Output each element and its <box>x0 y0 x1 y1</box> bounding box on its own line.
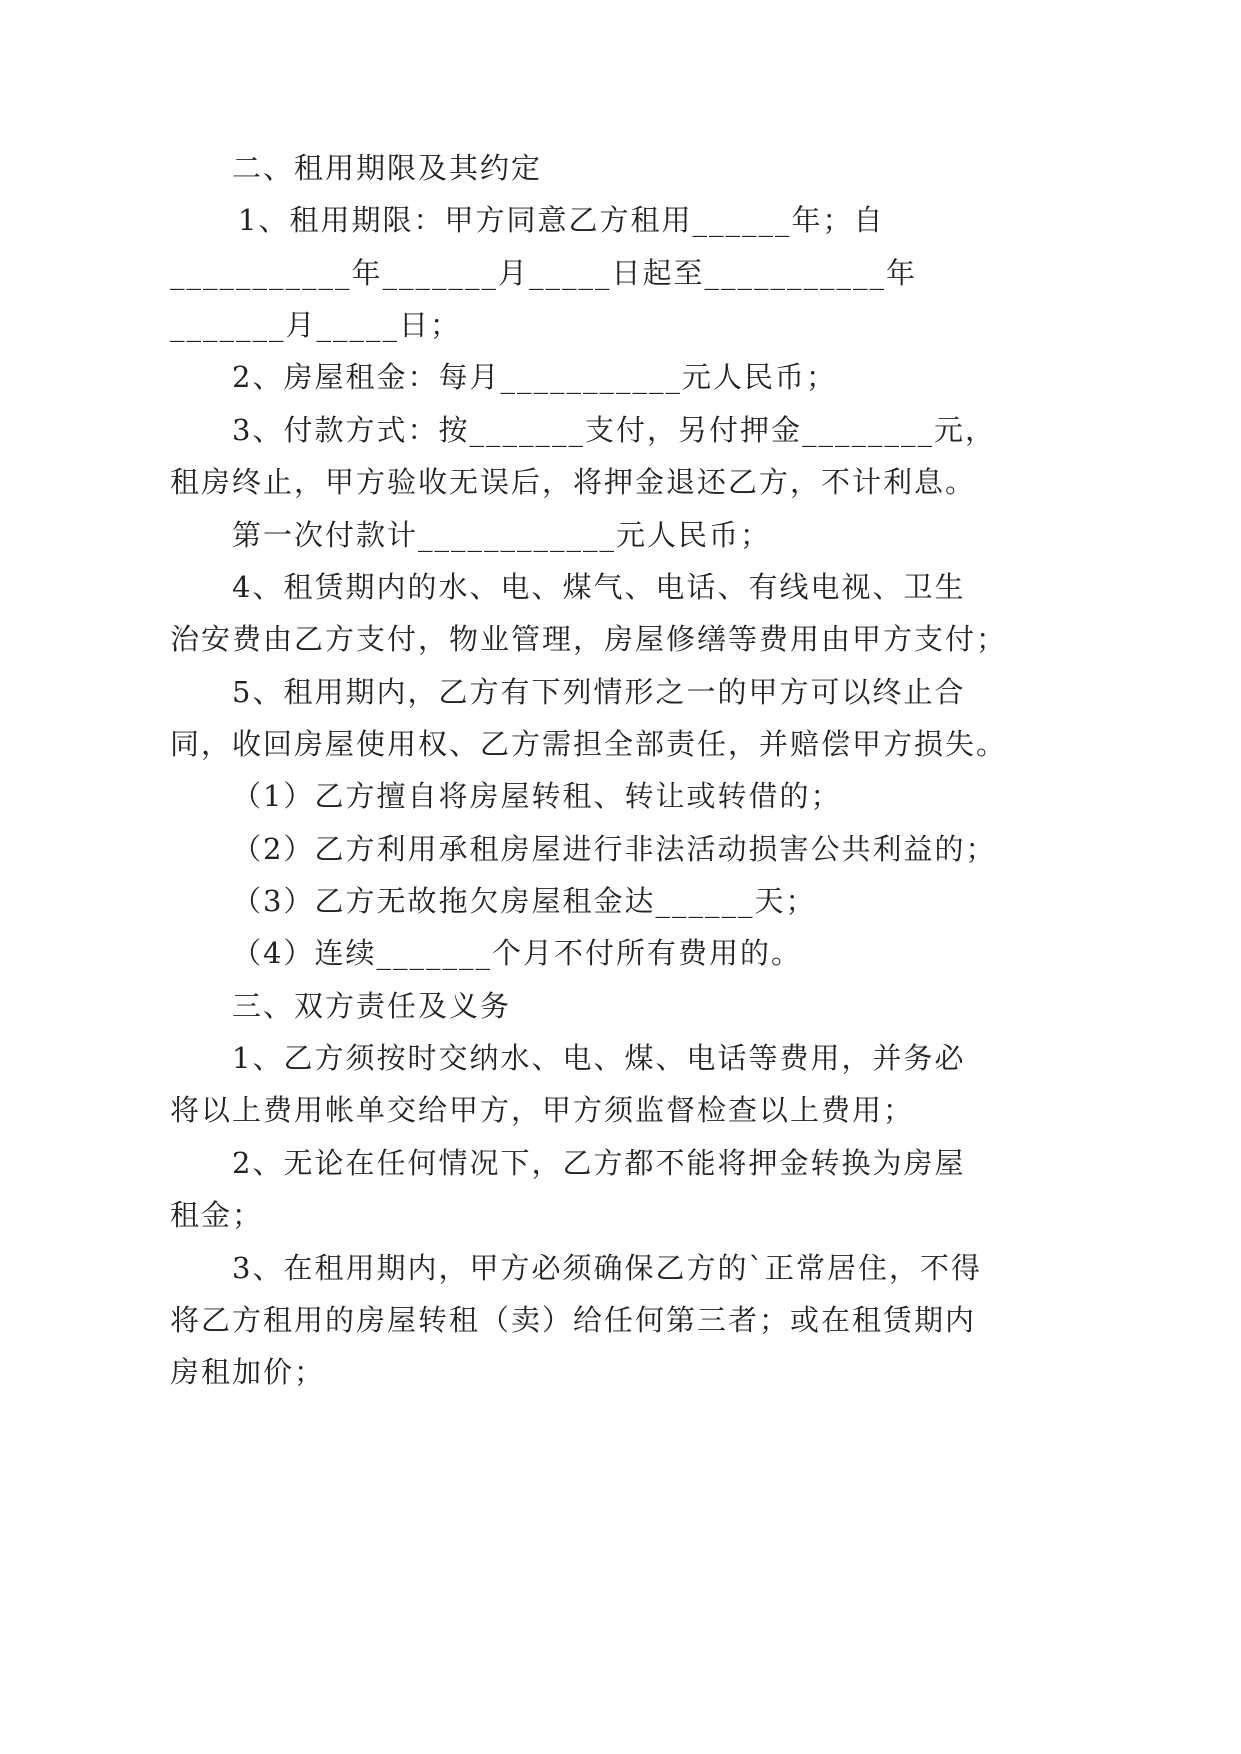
clause-3-1-line-2: 将以上费用帐单交给甲方，甲方须监督检查以上费用； <box>170 1093 915 1127</box>
section-heading-3: 三、双方责任及义务 <box>232 989 512 1023</box>
clause-2-3-line-1: 3、付款方式：按_______支付，另付押金________元， <box>232 413 996 447</box>
clause-2-1-line-3: _______月_____日； <box>170 308 462 342</box>
clause-2-1-line-2: ___________年_______月_____日起至___________年 <box>170 256 918 290</box>
clause-3-1-line-1: 1、乙方须按时交纳水、电、煤、电话等费用，并务必 <box>232 1041 966 1075</box>
clause-3-3-line-2: 将乙方租用的房屋转租（卖）给任何第三者；或在租赁期内 <box>170 1303 977 1337</box>
clause-3-3-line-1: 3、在租用期内，甲方必须确保乙方的`正常居住，不得 <box>232 1251 982 1285</box>
clause-2-3-line-2: 租房终止，甲方验收无误后，将押金退还乙方，不计利息。 <box>170 465 977 499</box>
clause-2-4-line-2: 治安费由乙方支付，物业管理，房屋修缮等费用由甲方支付； <box>170 622 1008 656</box>
first-payment-line: 第一次付款计____________元人民币； <box>232 518 772 552</box>
sub-item-4: （4）连续_______个月不付所有费用的。 <box>232 936 802 970</box>
clause-2-4-line-1: 4、租赁期内的水、电、煤气、电话、有线电视、卫生 <box>232 570 966 604</box>
clause-3-2-line-2: 租金； <box>170 1198 264 1232</box>
clause-2-1-line-1: 1、租用期限：甲方同意乙方租用______年；自 <box>238 203 885 237</box>
clause-3-3-line-3: 房租加价； <box>170 1355 326 1389</box>
sub-item-3: （3）乙方无故拖欠房屋租金达______天； <box>232 884 817 918</box>
clause-3-2-line-1: 2、无论在任何情况下，乙方都不能将押金转换为房屋 <box>232 1146 966 1180</box>
clause-2-5-line-2: 同，收回房屋使用权、乙方需担全部责任，并赔偿甲方损失。 <box>170 727 1008 761</box>
clause-2-5-line-1: 5、租用期内，乙方有下列情形之一的甲方可以终止合 <box>232 675 966 709</box>
sub-item-2: （2）乙方利用承租房屋进行非法活动损害公共利益的； <box>232 832 997 866</box>
sub-item-1: （1）乙方擅自将房屋转租、转让或转借的； <box>232 779 842 813</box>
clause-2-2: 2、房屋租金：每月___________元人民币； <box>232 360 837 394</box>
section-heading-2: 二、租用期限及其约定 <box>232 151 543 185</box>
